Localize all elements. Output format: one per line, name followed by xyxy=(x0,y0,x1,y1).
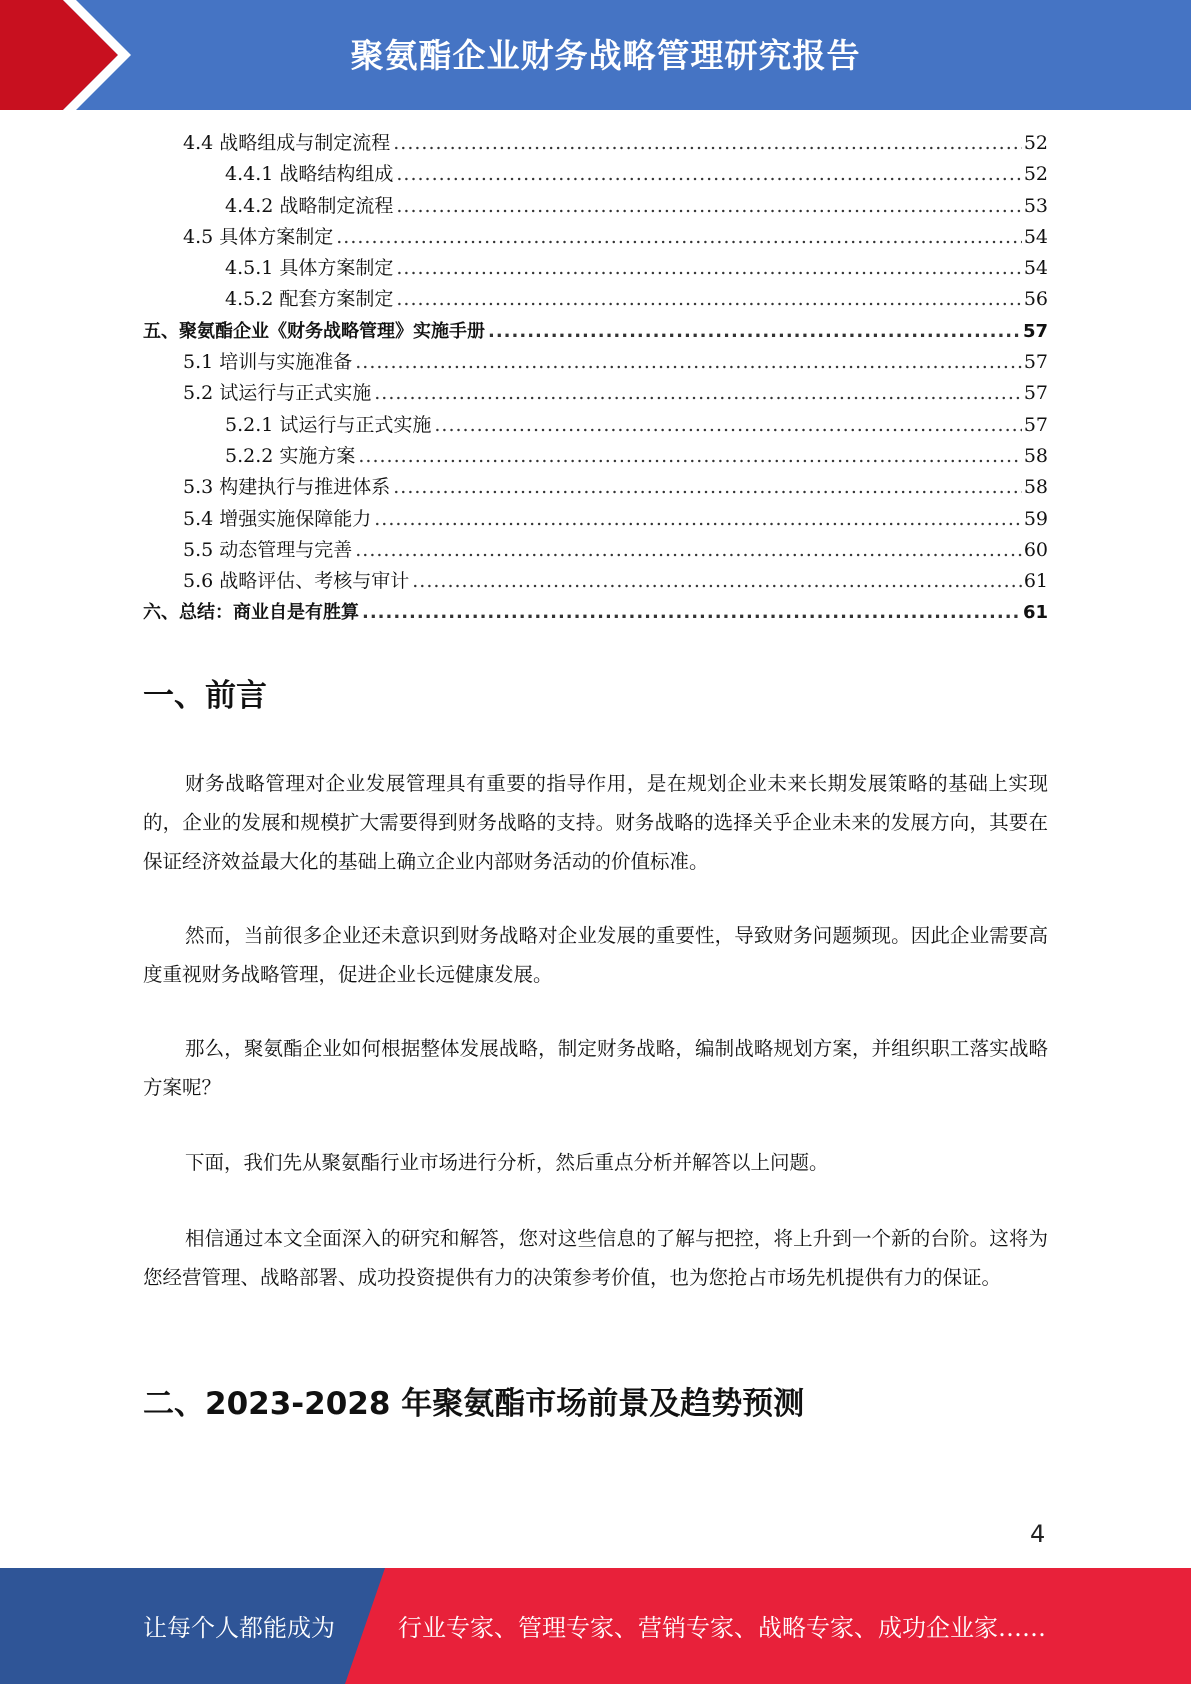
toc-entry-label: 5.3 构建执行与推进体系 xyxy=(183,476,391,499)
toc-entry[interactable] xyxy=(143,504,1048,535)
toc-entry-page: 52 xyxy=(1023,132,1048,154)
toc-leader-dots xyxy=(396,191,1021,222)
toc-entry-label: 5.6 战略评估、考核与审计 xyxy=(183,570,410,593)
toc-leader-dots xyxy=(396,253,1021,284)
toc-entry-label: 4.5 具体方案制定 xyxy=(183,225,334,248)
page-footer xyxy=(0,1568,1191,1684)
toc-entry-page: 60 xyxy=(1023,538,1048,561)
toc-entry-page: 57 xyxy=(1023,351,1048,374)
toc-leader-dots xyxy=(358,441,1021,472)
toc-leader-dots xyxy=(393,128,1022,159)
toc-leader-dots xyxy=(434,410,1021,441)
preface-paragraph-4: 下面，我们先从聚氨酯行业市场进行分析，然后重点分析并解答以上问题。 xyxy=(185,1151,829,1174)
toc-entry-label: 4.5.2 配套方案制定 xyxy=(225,288,394,311)
preface-heading: 一、前言 xyxy=(143,678,267,714)
page-header xyxy=(0,0,1191,110)
toc-entry-page: 54 xyxy=(1023,225,1048,248)
toc-leader-dots xyxy=(396,159,1021,190)
toc-entry[interactable] xyxy=(143,128,1048,159)
toc-entry[interactable] xyxy=(143,597,1048,628)
footer-slogan-right: 行业专家、管理专家、营销专家、战略专家、成功企业家…… xyxy=(398,1614,1046,1642)
toc-entry[interactable] xyxy=(143,284,1048,315)
table-of-contents xyxy=(143,128,1048,629)
toc-entry[interactable] xyxy=(143,472,1048,503)
toc-entry-label: 4.4.1 战略结构组成 xyxy=(225,163,394,186)
toc-entry-page: 57 xyxy=(1023,382,1048,405)
toc-entry-page: 57 xyxy=(1022,320,1048,342)
preface-paragraph-2: 然而，当前很多企业还未意识到财务战略对企业发展的重要性，导致财务问题频现。因此企业需要高度重视财务战略管理，促进企业长远健康发展。 xyxy=(143,924,1048,986)
toc-entry-label: 5.2.2 实施方案 xyxy=(225,444,356,467)
toc-entry-page: 53 xyxy=(1023,194,1048,217)
preface-paragraph-3: 那么，聚氨酯企业如何根据整体发展战略，制定财务战略，编制战略规划方案，并组织职工落实战略方案呢？ xyxy=(143,1037,1048,1099)
toc-entry[interactable] xyxy=(143,441,1048,472)
toc-entry-label: 5.2.1 试运行与正式实施 xyxy=(225,413,432,436)
toc-entry[interactable] xyxy=(143,566,1048,597)
toc-entry-page: 52 xyxy=(1023,163,1048,186)
toc-leader-dots xyxy=(374,378,1022,409)
toc-entry-label: 4.4 战略组成与制定流程 xyxy=(183,132,391,154)
toc-leader-dots xyxy=(412,566,1022,597)
preface-paragraph-1: 财务战略管理对企业发展管理具有重要的指导作用，是在规划企业未来长期发展策略的基础上实现的，企业的发展和规模扩大需要得到财务战略的支持。财务战略的选择关乎企业未来的发展方向，其要在保证经济效益最大化的基础上确立企业内部财务活动的价值标准。 xyxy=(143,772,1048,873)
toc-entry[interactable] xyxy=(143,191,1048,222)
toc-entry[interactable] xyxy=(143,159,1048,190)
toc-entry[interactable] xyxy=(143,253,1048,284)
toc-entry[interactable] xyxy=(143,347,1048,378)
toc-entry-label: 5.1 培训与实施准备 xyxy=(183,351,353,374)
footer-slogan-left: 让每个人都能成为 xyxy=(143,1614,335,1642)
toc-entry-page: 58 xyxy=(1023,476,1048,499)
toc-leader-dots xyxy=(393,472,1022,503)
toc-leader-dots xyxy=(488,316,1021,347)
toc-entry-label: 5.5 动态管理与完善 xyxy=(183,538,353,561)
toc-entry-label: 4.5.1 具体方案制定 xyxy=(225,257,394,280)
toc-entry[interactable] xyxy=(143,316,1048,347)
toc-entry-label: 5.2 试运行与正式实施 xyxy=(183,382,372,405)
section-2-heading: 二、2023-2028 年聚氨酯市场前景及趋势预测 xyxy=(143,1386,805,1422)
toc-entry-label: 六、总结：商业自是有胜算 xyxy=(143,602,359,624)
toc-entry[interactable] xyxy=(143,410,1048,441)
toc-leader-dots xyxy=(355,347,1022,378)
toc-leader-dots xyxy=(362,597,1021,628)
toc-entry-label: 4.4.2 战略制定流程 xyxy=(225,194,394,217)
toc-entry-page: 59 xyxy=(1023,507,1048,530)
preface-paragraph-5: 相信通过本文全面深入的研究和解答，您对这些信息的了解与把控，将上升到一个新的台阶。这将为您经营管理、战略部署、成功投资提供有力的决策参考价值，也为您抢占市场先机提供有力的保证。 xyxy=(143,1227,1048,1289)
toc-entry[interactable] xyxy=(143,378,1048,409)
toc-leader-dots xyxy=(374,504,1022,535)
toc-entry-page: 56 xyxy=(1023,288,1048,311)
toc-leader-dots xyxy=(355,535,1022,566)
toc-entry-label: 5.4 增强实施保障能力 xyxy=(183,507,372,530)
toc-leader-dots xyxy=(396,284,1021,315)
toc-entry[interactable] xyxy=(143,535,1048,566)
toc-entry-page: 54 xyxy=(1023,257,1048,280)
page-number: 4 xyxy=(1030,1520,1046,1548)
toc-leader-dots xyxy=(336,222,1022,253)
report-title: 聚氨酯企业财务战略管理研究报告 xyxy=(350,36,861,75)
toc-entry-page: 61 xyxy=(1022,602,1048,624)
toc-entry-page: 61 xyxy=(1023,570,1048,593)
toc-entry-label: 五、聚氨酯企业《财务战略管理》实施手册 xyxy=(143,320,485,342)
toc-entry-page: 58 xyxy=(1023,444,1048,467)
toc-entry[interactable] xyxy=(143,222,1048,253)
toc-entry-page: 57 xyxy=(1023,413,1048,436)
